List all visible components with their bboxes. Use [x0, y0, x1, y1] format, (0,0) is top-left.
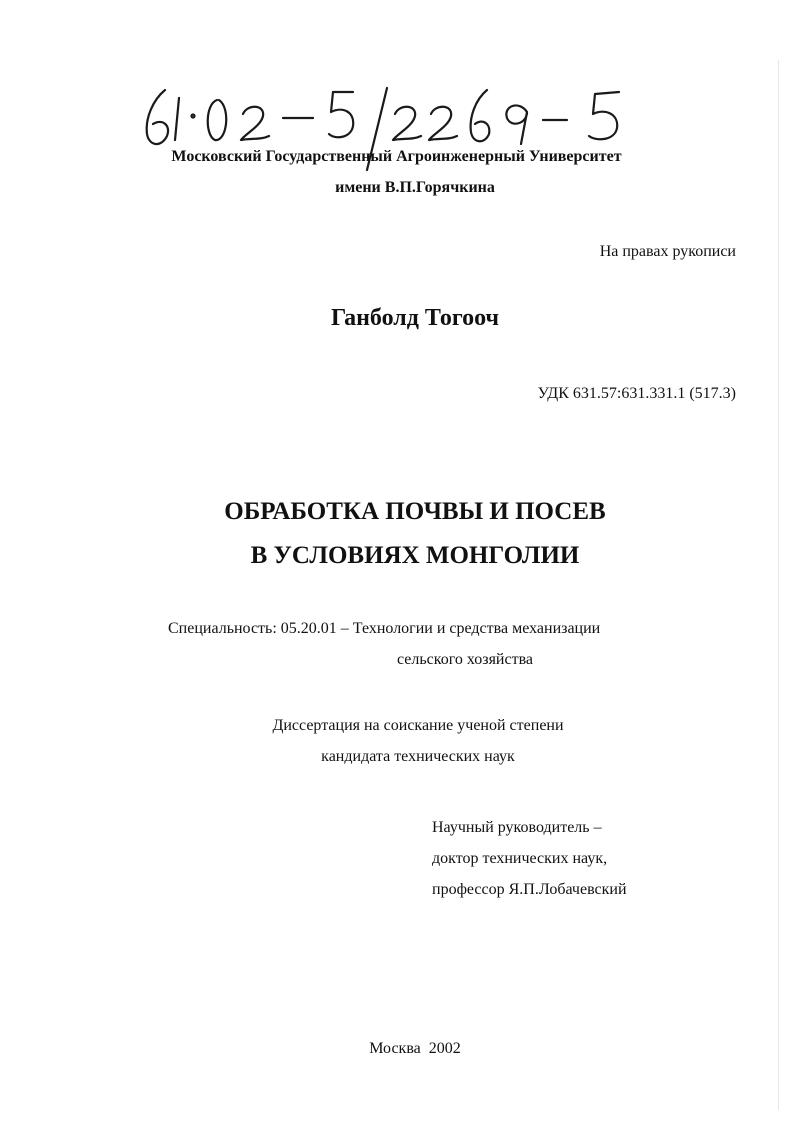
title-line-1: ОБРАБОТКА ПОЧВЫ И ПОСЕВ — [224, 498, 606, 525]
dissertation-title — [0, 490, 793, 578]
scan-edge-line — [778, 60, 779, 1110]
specialty-line-2: сельского хозяйства — [396, 651, 534, 668]
manuscript-rights-note: На правах рукописи — [599, 243, 736, 260]
university-named-after: имени В.П.Горячкина — [335, 179, 495, 196]
author-name: Ганболд Тогооч — [330, 305, 500, 331]
title-line-2: В УСЛОВИЯХ МОНГОЛИИ — [250, 542, 580, 569]
university-name: Московский Государственный Агроинженерный Университет — [171, 148, 622, 165]
supervisor-line-1: Научный руководитель – — [432, 819, 602, 836]
supervisor-line-2: доктор технических наук, — [432, 850, 608, 867]
city-and-year: Москва 2002 — [369, 1040, 461, 1057]
udc-code: УДК 631.57:631.331.1 (517.3) — [537, 385, 736, 402]
supervisor-block — [432, 812, 627, 905]
specialty-line-1: Специальность: 05.20.01 – Технологии и средства механизации — [168, 620, 601, 637]
degree-line-2: кандидата технических наук — [321, 748, 515, 765]
supervisor-line-3: профессор Я.П.Лобачевский — [432, 881, 627, 898]
degree-line-1: Диссертация на соискание ученой степени — [272, 717, 564, 734]
